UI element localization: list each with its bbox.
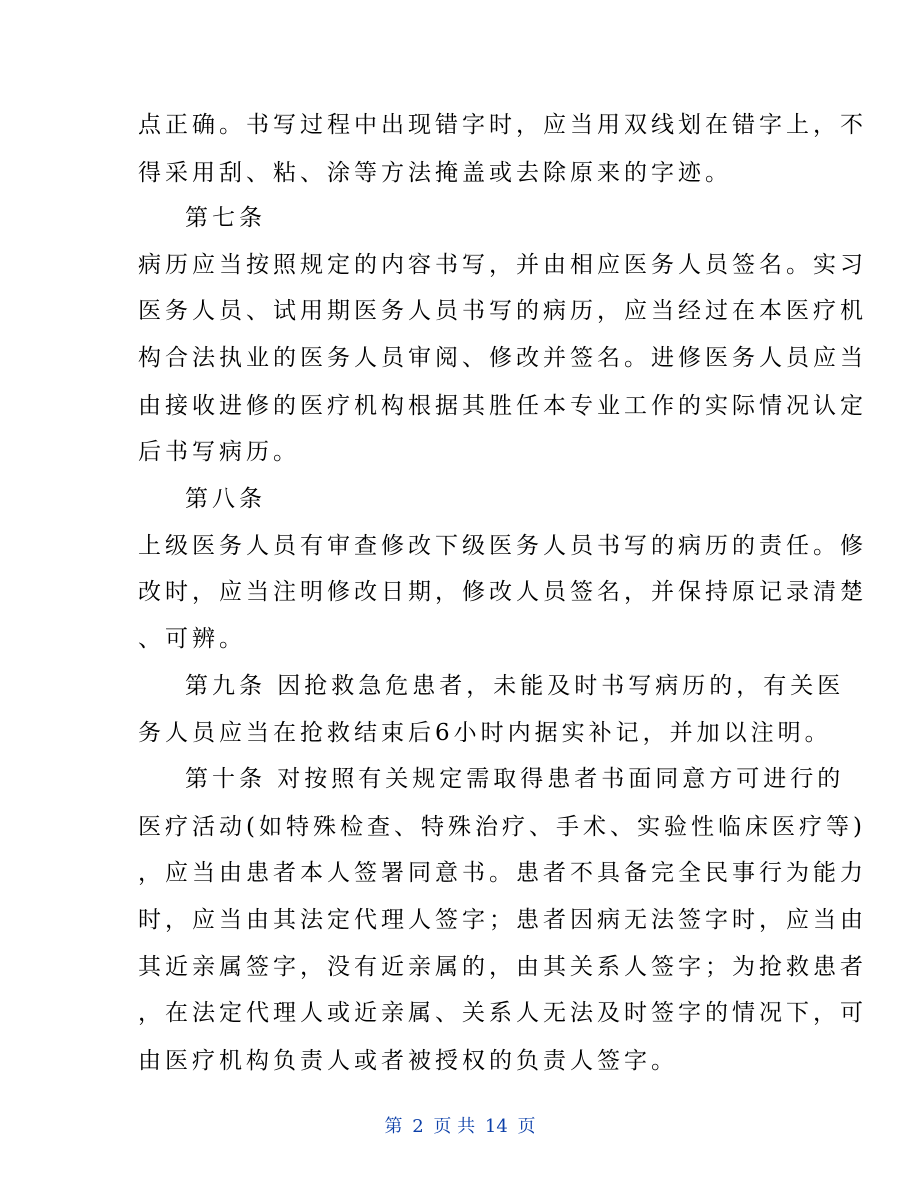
- current-page-number: 2: [412, 1116, 424, 1137]
- article-heading: 第八条: [185, 486, 266, 512]
- text-line: 医务人员、试用期医务人员书写的病历，应当经过在本医疗机: [138, 298, 867, 324]
- footer-prefix: 第: [384, 1116, 403, 1137]
- text-line: 改时，应当注明修改日期，修改人员签名，并保持原记录清楚: [138, 579, 867, 605]
- text-line: 时，应当由其法定代理人签字；患者因病无法签字时，应当由: [138, 907, 867, 933]
- text-line: ，在法定代理人或近亲属、关系人无法及时签字的情况下，可: [138, 1000, 867, 1026]
- text-line: 得采用刮、粘、涂等方法掩盖或去除原来的字迹。: [138, 160, 732, 186]
- article-heading: 第七条: [185, 205, 266, 231]
- text-line: 由医疗机构负责人或者被授权的负责人签字。: [138, 1048, 678, 1074]
- text-line: 第九条 因抢救急危患者，未能及时书写病历的，有关医: [185, 673, 845, 699]
- text-line: 后书写病历。: [138, 439, 300, 465]
- text-line: 由接收进修的医疗机构根据其胜任本专业工作的实际情况认定: [138, 393, 867, 419]
- footer-suffix: 页: [517, 1116, 536, 1137]
- text-line: 、可辨。: [138, 626, 246, 652]
- text-line: 其近亲属签字，没有近亲属的，由其关系人签字；为抢救患者: [138, 954, 867, 980]
- text-line: 病历应当按照规定的内容书写，并由相应医务人员签名。实习: [138, 252, 867, 278]
- text-line: 点正确。书写过程中出现错字时，应当用双线划在错字上，不: [138, 112, 867, 138]
- text-line: 构合法执业的医务人员审阅、修改并签名。进修医务人员应当: [138, 345, 867, 371]
- text-line: ，应当由患者本人签署同意书。患者不具备完全民事行为能力: [138, 860, 867, 886]
- text-line: 医疗活动(如特殊检查、特殊治疗、手术、实验性临床医疗等): [138, 814, 866, 840]
- text-line: 上级医务人员有审查修改下级医务人员书写的病历的责任。修: [138, 533, 867, 559]
- text-line: 第十条 对按照有关规定需取得患者书面同意方可进行的: [185, 766, 845, 792]
- page-footer: [0, 1112, 920, 1138]
- footer-middle: 页 共: [433, 1116, 476, 1137]
- total-pages: 14: [484, 1116, 508, 1137]
- text-line: 务人员应当在抢救结束后6小时内据实补记，并加以注明。: [138, 720, 832, 746]
